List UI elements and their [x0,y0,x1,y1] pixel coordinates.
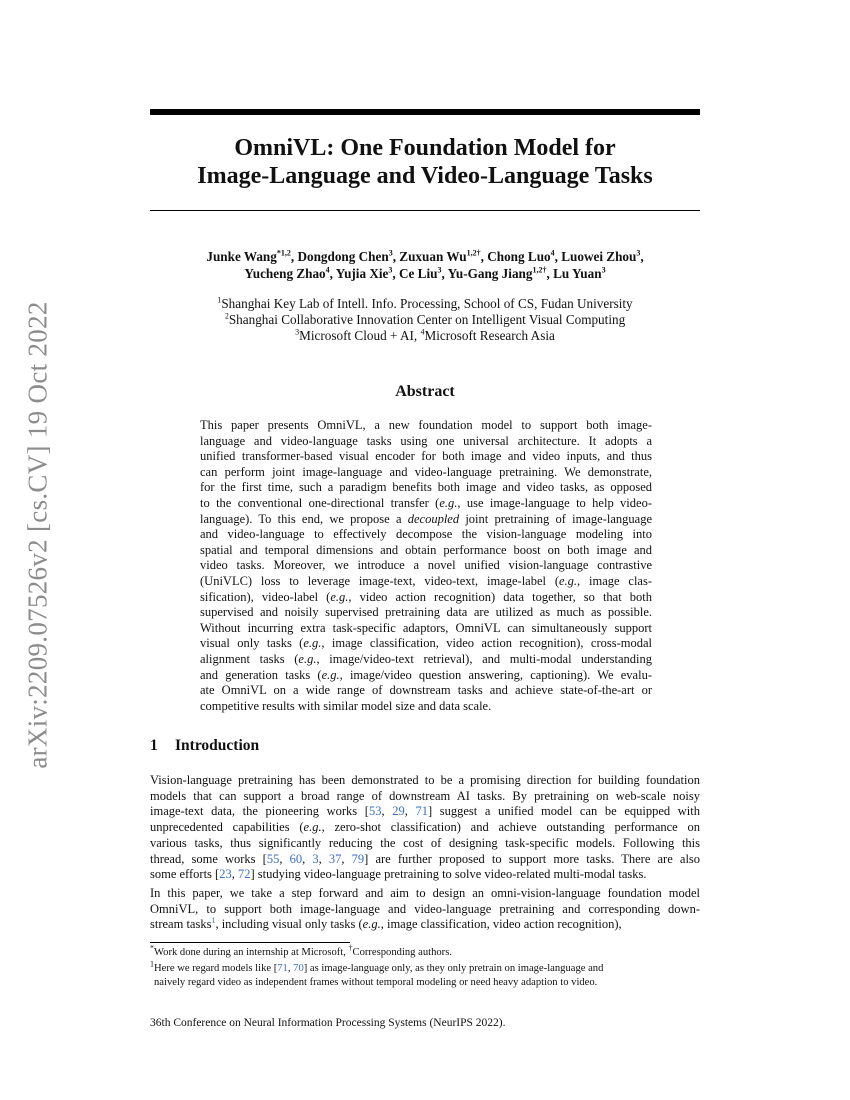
abstract-line: and generation tasks (e.g., image/video question answering, captioning). We evalu- [200,667,652,682]
intro-paragraph-2 [150,886,700,933]
abstract-line: spatial and temporal dimensions and obtain performance boost on both image and [200,542,652,557]
intro-p2-line: In this paper, we take a step forward and aim to design an omni-vision-language foundation model [150,886,700,900]
intro-p1-line: some efforts [23, 72] studying video-language pretraining to solve video-related multi-modal tasks. [150,867,647,882]
title-bottom-rule [150,210,700,211]
abstract-line: This paper presents OmniVL, a new foundation model to support both image- [200,418,652,432]
footnote-1: *Work done during an internship at Microsoft, †Corresponding authors. [150,943,452,958]
affiliation-1: $^1$Shanghai Key Lab of Intell. Info. Processing, School of CS, Fudan University [217,295,633,311]
abstract-line: alignment tasks (e.g., image/video-text retrieval), and multi-modal understanding [200,651,652,666]
abstract-line: (UniVLC) loss to leverage image-text, video-text, image-label (e.g., image clas- [200,573,652,588]
conference-footer: 36th Conference on Neural Information Processing Systems (NeurIPS 2022). [150,1017,506,1029]
abstract-line: Without incurring extra task-specific adaptors, OmniVL can simultaneously support [200,620,652,635]
intro-p1-line: Vision-language pretraining has been demonstrated to be a promising direction for building foundation [150,773,700,787]
footnote-2 [150,959,710,989]
abstract-line: visual only tasks (e.g., image classification, video action recognition), cross-modal [200,636,652,651]
title-line-2: Image-Language and Video-Language Tasks [197,163,653,189]
abstract-line: video tasks. Moreover, we introduce a novel unified vision-language contrastive [200,558,652,573]
author-list [150,248,700,282]
intro-paragraph-1 [150,773,700,883]
abstract-line: language and video-language tasks using one universal architecture. It adopts a [200,433,652,448]
intro-p2-line: stream tasks$^1$, including visual only tasks (e.g., image classification, video action recognition), [150,916,622,932]
abstract-line: unified transformer-based visual encoder for both image and video inputs, and thus [200,449,652,464]
abstract-line: and video-language to effectively decompose the vision-language modeling into [200,527,652,542]
title-line-1: OmniVL: One Foundation Model for [234,135,616,161]
title-top-rule [150,109,700,115]
abstract-body [200,418,652,714]
affiliation-3: $^3$Microsoft Cloud + AI, $^4$Microsoft Research Asia [295,327,555,343]
footnote-2-line: naively regard video as independent frames without temporal modeling or need heavy adaption to video. [154,976,598,988]
paper-title [150,134,700,190]
section-number: 1 [150,737,158,754]
abstract-heading: Abstract [395,383,455,400]
arxiv-identifier: arXiv:2209.07526v2 [cs.CV] 19 Oct 2022 [22,301,53,769]
abstract-line: competitive results with similar model size and data scale. [200,698,492,713]
section-title: Introduction [175,737,260,754]
affiliation-2: $^2$Shanghai Collaborative Innovation Center on Intelligent Visual Computing [224,311,626,327]
abstract-line: to the conventional one-directional transfer (e.g., use image-language to help video- [200,495,652,510]
footnote-2-line: $^1$Here we regard models like [71, 70] as image-language only, as they only pretrain on image-language and [150,959,604,974]
abstract-line: ate OmniVL on a wide range of downstream tasks and achieve state-of-the-art or [200,683,652,698]
intro-p1-line: models that can support a broad range of downstream AI tasks. By pretraining on web-scale noisy [150,788,700,803]
abstract-line: sification), video-label (e.g., video action recognition) data together, so that both [200,589,652,604]
author-line-1: Junke Wang$^{*1,2}$, Dongdong Chen$^3$, Zuxuan $Wu^{1,2\dagger}$, Chong Luo$^4$, Luowei Zhou$^3$, [206,248,644,264]
abstract-line: supervised and noisily supervised pretraining data are utilized as much as possible. [200,605,652,620]
section-heading-introduction [150,737,259,755]
intro-p1-line: image-text data, the pioneering works [53, 29, 71] suggest a unified model can be equipped with [150,804,700,819]
abstract-line: for the first time, such a paradigm benefits both image and video tasks, as opposed [200,480,652,495]
affiliations [150,296,700,344]
intro-p1-line: thread, some works [55, 60, 3, 37, 79] are further proposed to support more tasks. There are also [150,851,701,866]
intro-p2-line: OmniVL, to support both image-language and video-language pretraining and corresponding down- [150,901,700,916]
abstract-line: language). To this end, we propose a decoupled joint pretraining of image-language [200,511,652,526]
intro-p1-line: unprecedented capabilities (e.g., zero-shot classification) and achieve outstanding performance on [150,820,700,835]
footnote-rule [150,942,350,943]
intro-p1-line: various tasks, thus significantly reducing the cost of designing task-specific models. Following this [150,835,700,850]
author-line-2: Yucheng Zhao$^4$, Yujia Xie$^3$, Ce Liu$^3$, Yu-Gang Jiang$^{1,2\dagger}$, Lu Yuan$^3$ [244,265,606,281]
abstract-line: can perform joint image-language and video-language pretraining. We demonstrate, [200,464,652,479]
